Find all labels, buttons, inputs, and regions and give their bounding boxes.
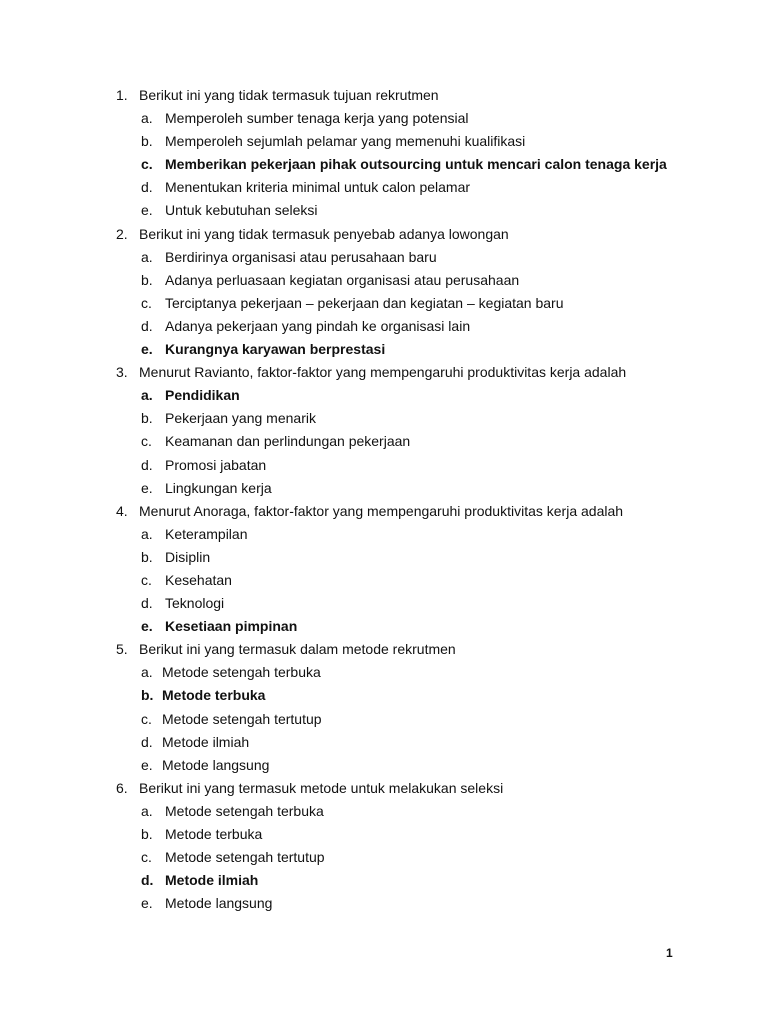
option-text: Promosi jabatan bbox=[165, 456, 267, 473]
option-letter: c. bbox=[141, 156, 153, 173]
option-letter: a. bbox=[141, 802, 153, 819]
option-text: Disiplin bbox=[165, 548, 211, 565]
option-text: Berdirinya organisasi atau perusahaan baru bbox=[165, 248, 437, 265]
question-number: 2. bbox=[116, 225, 128, 242]
option-letter: c. bbox=[141, 294, 152, 311]
question-number: 1. bbox=[116, 87, 128, 103]
answer-option bbox=[0, 430, 768, 453]
option-letter: b. bbox=[141, 687, 154, 704]
option-text: Untuk kebutuhan seleksi bbox=[165, 202, 318, 219]
answer-option bbox=[0, 754, 768, 777]
answer-option bbox=[0, 592, 768, 615]
option-text: Pendidikan bbox=[165, 387, 240, 404]
question-stem bbox=[0, 638, 768, 661]
option-letter: c. bbox=[141, 433, 152, 450]
option-text: Teknologi bbox=[165, 595, 225, 612]
option-text: Memperoleh sejumlah pelamar yang memenuhi kualifikasi bbox=[165, 133, 526, 150]
option-letter: a. bbox=[141, 525, 153, 542]
answer-option bbox=[0, 800, 768, 823]
question-number: 5. bbox=[116, 641, 128, 658]
question-stem bbox=[0, 361, 768, 384]
question-stem bbox=[0, 500, 768, 523]
option-letter: a. bbox=[141, 387, 153, 404]
answer-option bbox=[0, 454, 768, 477]
option-letter: b. bbox=[141, 548, 153, 565]
answer-option bbox=[0, 731, 768, 754]
option-letter: a. bbox=[141, 248, 153, 265]
answer-option-correct bbox=[0, 615, 768, 638]
option-text: Terciptanya pekerjaan – pekerjaan dan kegiatan – kegiatan baru bbox=[165, 294, 564, 311]
answer-option-correct bbox=[0, 869, 768, 892]
option-text: Metode langsung bbox=[162, 756, 270, 773]
option-text: Metode setengah tertutup bbox=[165, 849, 325, 866]
question-text: Menurut Anoraga, faktor-faktor yang mempengaruhi produktivitas kerja adalah bbox=[139, 502, 624, 519]
question-number: 4. bbox=[116, 502, 128, 519]
option-text: Menentukan kriteria minimal untuk calon pelamar bbox=[165, 179, 471, 196]
question-text: Berikut ini yang termasuk dalam metode rekrutmen bbox=[139, 641, 456, 658]
option-text: Adanya perluasaan kegiatan organisasi atau perusahaan bbox=[165, 271, 520, 288]
answer-option bbox=[0, 661, 768, 684]
question-text: Menurut Ravianto, faktor-faktor yang mempengaruhi produktivitas kerja adalah bbox=[139, 364, 627, 381]
option-letter: b. bbox=[141, 133, 153, 150]
answer-option bbox=[0, 407, 768, 430]
question-stem bbox=[0, 777, 768, 800]
option-letter: d. bbox=[141, 456, 153, 473]
question-list bbox=[0, 84, 768, 915]
option-letter: a. bbox=[141, 110, 153, 127]
answer-option-correct bbox=[0, 684, 768, 707]
answer-option bbox=[0, 199, 768, 222]
answer-option bbox=[0, 823, 768, 846]
answer-option bbox=[0, 569, 768, 592]
answer-option-correct bbox=[0, 338, 768, 361]
option-letter: e. bbox=[141, 756, 153, 773]
answer-option bbox=[0, 176, 768, 199]
answer-option bbox=[0, 269, 768, 292]
option-text: Metode ilmiah bbox=[165, 872, 259, 889]
option-letter: d. bbox=[141, 872, 154, 889]
option-letter: b. bbox=[141, 826, 153, 842]
answer-option bbox=[0, 292, 768, 315]
question-text: Berikut ini yang termasuk metode untuk melakukan seleksi bbox=[139, 779, 504, 796]
option-letter: d. bbox=[141, 733, 153, 750]
option-text: Metode langsung bbox=[165, 895, 273, 912]
option-letter: e. bbox=[141, 341, 153, 358]
question-stem bbox=[0, 84, 768, 107]
option-text: Memperoleh sumber tenaga kerja yang potensial bbox=[165, 110, 469, 127]
answer-option bbox=[0, 892, 768, 915]
answer-option bbox=[0, 130, 768, 153]
option-text: Kurangnya karyawan berprestasi bbox=[165, 341, 386, 358]
option-text: Keterampilan bbox=[165, 525, 248, 542]
answer-option bbox=[0, 477, 768, 500]
option-text: Metode terbuka bbox=[162, 687, 266, 704]
page-number: 1 bbox=[666, 946, 673, 960]
option-text: Memberikan pekerjaan pihak outsourcing untuk mencari calon tenaga kerja bbox=[165, 156, 667, 173]
answer-option bbox=[0, 546, 768, 569]
option-letter: c. bbox=[141, 710, 152, 727]
option-letter: b. bbox=[141, 410, 153, 427]
option-letter: b. bbox=[141, 271, 153, 288]
question-text: Berikut ini yang tidak termasuk tujuan rekrutmen bbox=[139, 87, 439, 103]
option-text: Lingkungan kerja bbox=[165, 479, 272, 496]
option-text: Adanya pekerjaan yang pindah ke organisasi lain bbox=[165, 317, 471, 334]
answer-option-correct bbox=[0, 384, 768, 407]
option-text: Kesehatan bbox=[165, 571, 232, 588]
question-number: 3. bbox=[116, 364, 128, 381]
option-letter: e. bbox=[141, 479, 153, 496]
option-text: Kesetiaan pimpinan bbox=[165, 618, 298, 635]
option-letter: e. bbox=[141, 618, 153, 635]
option-text: Metode setengah terbuka bbox=[165, 802, 324, 819]
question-text: Berikut ini yang tidak termasuk penyebab adanya lowongan bbox=[139, 225, 509, 242]
option-letter: a. bbox=[141, 664, 153, 681]
answer-option bbox=[0, 315, 768, 338]
option-letter: c. bbox=[141, 571, 152, 588]
option-letter: d. bbox=[141, 317, 153, 334]
answer-option bbox=[0, 107, 768, 130]
option-text: Metode terbuka bbox=[165, 826, 263, 842]
option-text: Metode setengah terbuka bbox=[162, 664, 321, 681]
answer-option bbox=[0, 246, 768, 269]
option-text: Metode ilmiah bbox=[162, 733, 250, 750]
option-letter: d. bbox=[141, 595, 153, 612]
option-letter: e. bbox=[141, 202, 153, 219]
option-text: Keamanan dan perlindungan pekerjaan bbox=[165, 433, 411, 450]
question-number: 6. bbox=[116, 779, 128, 796]
answer-option bbox=[0, 708, 768, 731]
answer-option bbox=[0, 523, 768, 546]
answer-option bbox=[0, 846, 768, 869]
option-text: Metode setengah tertutup bbox=[162, 710, 322, 727]
question-stem bbox=[0, 223, 768, 246]
option-letter: d. bbox=[141, 179, 153, 196]
option-text: Pekerjaan yang menarik bbox=[165, 410, 316, 427]
answer-option-correct bbox=[0, 153, 768, 176]
option-letter: e. bbox=[141, 895, 153, 912]
option-letter: c. bbox=[141, 849, 152, 866]
